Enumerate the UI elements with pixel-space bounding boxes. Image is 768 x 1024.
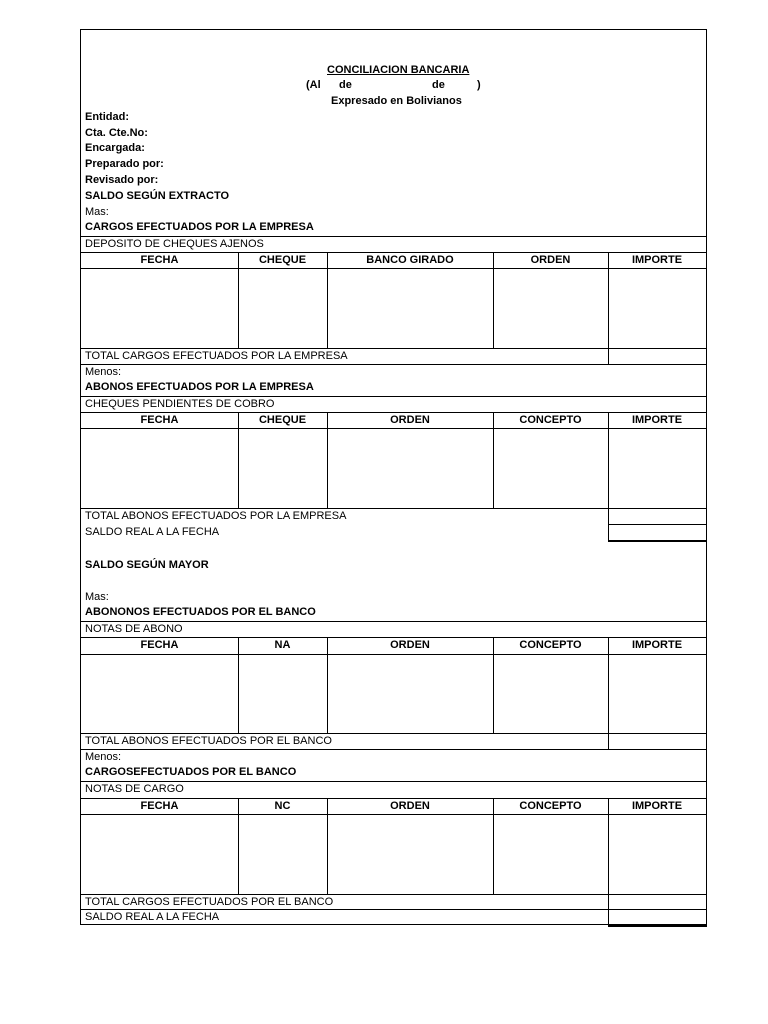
table1-col-orden: ORDEN — [530, 254, 571, 266]
table3-col-na: NA — [274, 639, 291, 651]
entidad-label: Entidad: — [85, 111, 129, 123]
menos-label-2: Menos: — [85, 751, 122, 763]
saldo-extracto: SALDO SEGÚN EXTRACTO — [85, 190, 230, 202]
revisado-label: Revisado por: — [85, 174, 159, 186]
table3-total: TOTAL ABONOS EFECTUADOS POR EL BANCO — [85, 735, 332, 747]
mas-label-2: Mas: — [85, 591, 109, 603]
table3-col-concepto: CONCEPTO — [519, 639, 582, 651]
menos-label-1: Menos: — [85, 366, 122, 378]
table2-col-cheque: CHEQUE — [258, 414, 307, 426]
table2-col-fecha: FECHA — [140, 414, 179, 426]
date-de-2: de — [432, 79, 445, 91]
table3-col-orden: ORDEN — [390, 639, 430, 651]
saldo-real-1: SALDO REAL A LA FECHA — [85, 526, 220, 538]
table4-col-nc: NC — [274, 800, 291, 812]
table4-col-concepto: CONCEPTO — [519, 800, 582, 812]
section1-title: CARGOS EFECTUADOS POR LA EMPRESA — [85, 221, 314, 233]
table2-col-importe: IMPORTE — [631, 414, 683, 426]
table2-col-orden: ORDEN — [390, 414, 430, 426]
table2-total: TOTAL ABONOS EFECTUADOS POR LA EMPRESA — [85, 510, 347, 522]
form-subtitle: Expresado en Bolivianos — [331, 95, 462, 107]
cta-label: Cta. Cte.No: — [85, 127, 148, 139]
date-de-1: de — [339, 79, 352, 91]
section1-subtitle: DEPOSITO DE CHEQUES AJENOS — [85, 238, 264, 250]
table4-col-importe: IMPORTE — [631, 800, 683, 812]
table4-col-orden: ORDEN — [390, 800, 430, 812]
table4-col-fecha: FECHA — [140, 800, 179, 812]
form-title: CONCILIACION BANCARIA — [327, 64, 470, 76]
encargada-label: Encargada: — [85, 142, 145, 154]
section4-title: CARGOSEFECTUADOS POR EL BANCO — [85, 766, 297, 778]
section2-title: ABONOS EFECTUADOS POR LA EMPRESA — [85, 381, 314, 393]
table3-col-fecha: FECHA — [140, 639, 179, 651]
table1-col-importe: IMPORTE — [631, 254, 683, 266]
section2-subtitle: CHEQUES PENDIENTES DE COBRO — [85, 398, 275, 410]
date-al: (Al — [306, 79, 321, 91]
preparado-label: Preparado por: — [85, 158, 164, 170]
section3-subtitle: NOTAS DE ABONO — [85, 623, 183, 635]
reconciliation-form — [80, 29, 707, 925]
saldo-real-2: SALDO REAL A LA FECHA — [85, 911, 220, 923]
table2-col-concepto: CONCEPTO — [519, 414, 582, 426]
table3-col-importe: IMPORTE — [631, 639, 683, 651]
table1-col-cheque: CHEQUE — [258, 254, 307, 266]
table1-total: TOTAL CARGOS EFECTUADOS POR LA EMPRESA — [85, 350, 348, 362]
table1-col-banco: BANCO GIRADO — [366, 254, 454, 266]
section3-title: ABONONOS EFECTUADOS POR EL BANCO — [85, 606, 316, 618]
table1-col-fecha: FECHA — [140, 254, 179, 266]
section4-subtitle: NOTAS DE CARGO — [85, 783, 184, 795]
saldo-mayor: SALDO SEGÚN MAYOR — [85, 559, 209, 571]
mas-label-1: Mas: — [85, 206, 109, 218]
date-close: ) — [477, 79, 481, 91]
table4-total: TOTAL CARGOS EFECTUADOS POR EL BANCO — [85, 896, 334, 908]
